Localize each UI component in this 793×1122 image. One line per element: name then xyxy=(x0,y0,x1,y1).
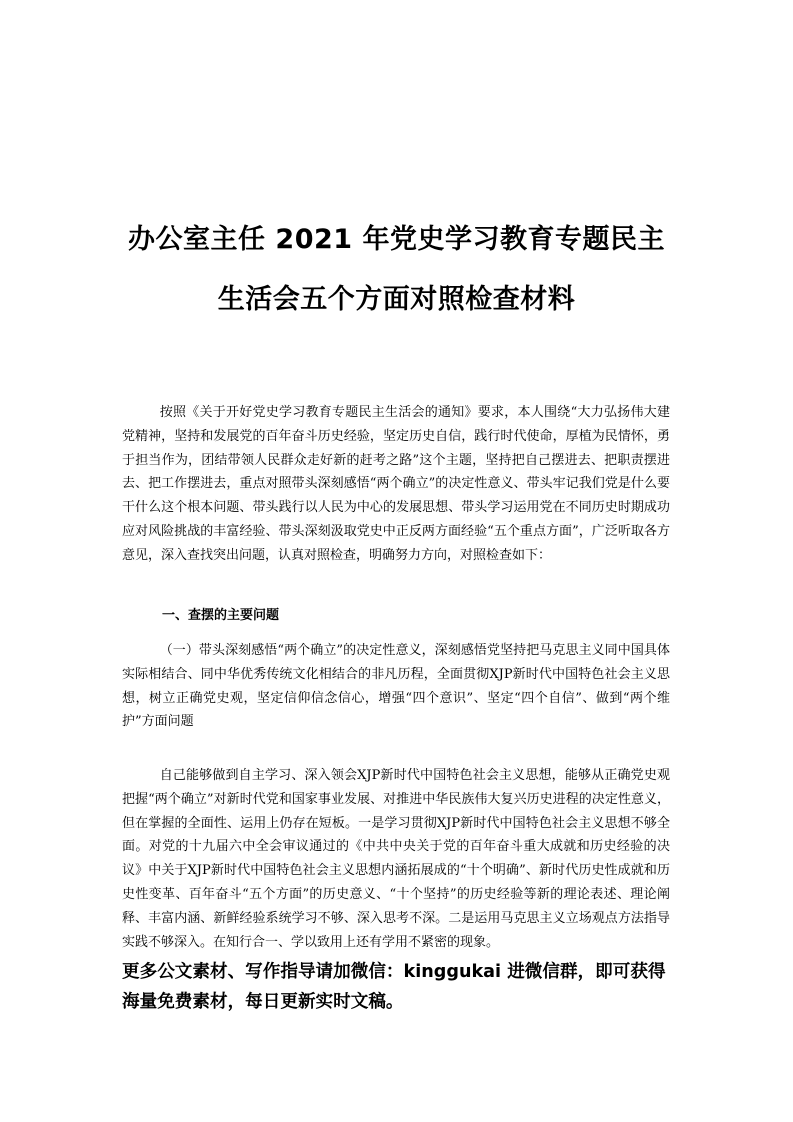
subsection-paragraph: （一）带头深刻感悟“两个确立”的决定性意义，深刻感悟党坚持把马克思主义同中国具体实际相结合、同中华优秀传统文化相结合的非凡历程，全面贯彻XJP新时代中国特色社会主义思想，树立正确党史观，坚定信仰信念信心，增强“四个意识”、坚定“四个自信”、做到“两个维护”方面问题 xyxy=(122,643,670,730)
document-title-line-2: 生活会五个方面对照检查材料 xyxy=(217,284,576,315)
document-title-line-1: 办公室主任 2021 年党史学习教育专题民主 xyxy=(128,224,665,255)
body-paragraph: 自己能够做到自主学习、深入领会XJP新时代中国特色社会主义思想，能够从正确党史观把握“两个确立”对新时代党和国家事业发展、对推进中华民族伟大复兴历史进程的决定性意义，但在掌握的全面性、运用上仍存在短板。一是学习贯彻XJP新时代中国特色社会主义思想不够全面。对党的十九届六中全会审议通过的《中共中央关于党的百年奋斗重大成就和历史经验的决议》中关于XJP新时代中国特色社会主义思想内涵拓展成的“十个明确”、新时代历史性成就和历史性变革、百年奋斗“五个方面”的历史意义、“十个坚持”的历史经验等新的理论表述、理论阐释、丰富内涵、新鲜经验系统学习不够、深入思考不深。二是运用马克思主义立场观点方法指导实践不够深入。在知行合一、学以致用上还有学用不紧密的现象。 xyxy=(122,768,670,950)
intro-paragraph: 按照《关于开好党史学习教育专题民主生活会的通知》要求，本人围绕“大力弘扬伟大建党精神，坚持和发展党的百年奋斗历史经验，坚定历史自信，践行时代使命，厚植为民情怀，勇于担当作为，团结带领人民群众走好新的赶考之路”这个主题，坚持把自己摆进去、把职责摆进去、把工作摆进去，重点对照带头深刻感悟“两个确立”的决定性意义、带头牢记我们党是什么要干什么这个根本问题、带头践行以人民为中心的发展思想、带头学习运用党在不同历史时期成功应对风险挑战的丰富经验、带头深刻汲取党史中正反两方面经验“五个重点方面”，广泛听取各方意见，深入查找突出问题，认真对照检查，明确努力方向，对照检查如下： xyxy=(122,405,670,563)
section-heading: 一、查摆的主要问题 xyxy=(162,608,280,623)
promo-text: 更多公文素材、写作指导请加微信：kinggukai 进微信群，即可获得海量免费素材，每日更新实时文稿。 xyxy=(122,962,666,1012)
